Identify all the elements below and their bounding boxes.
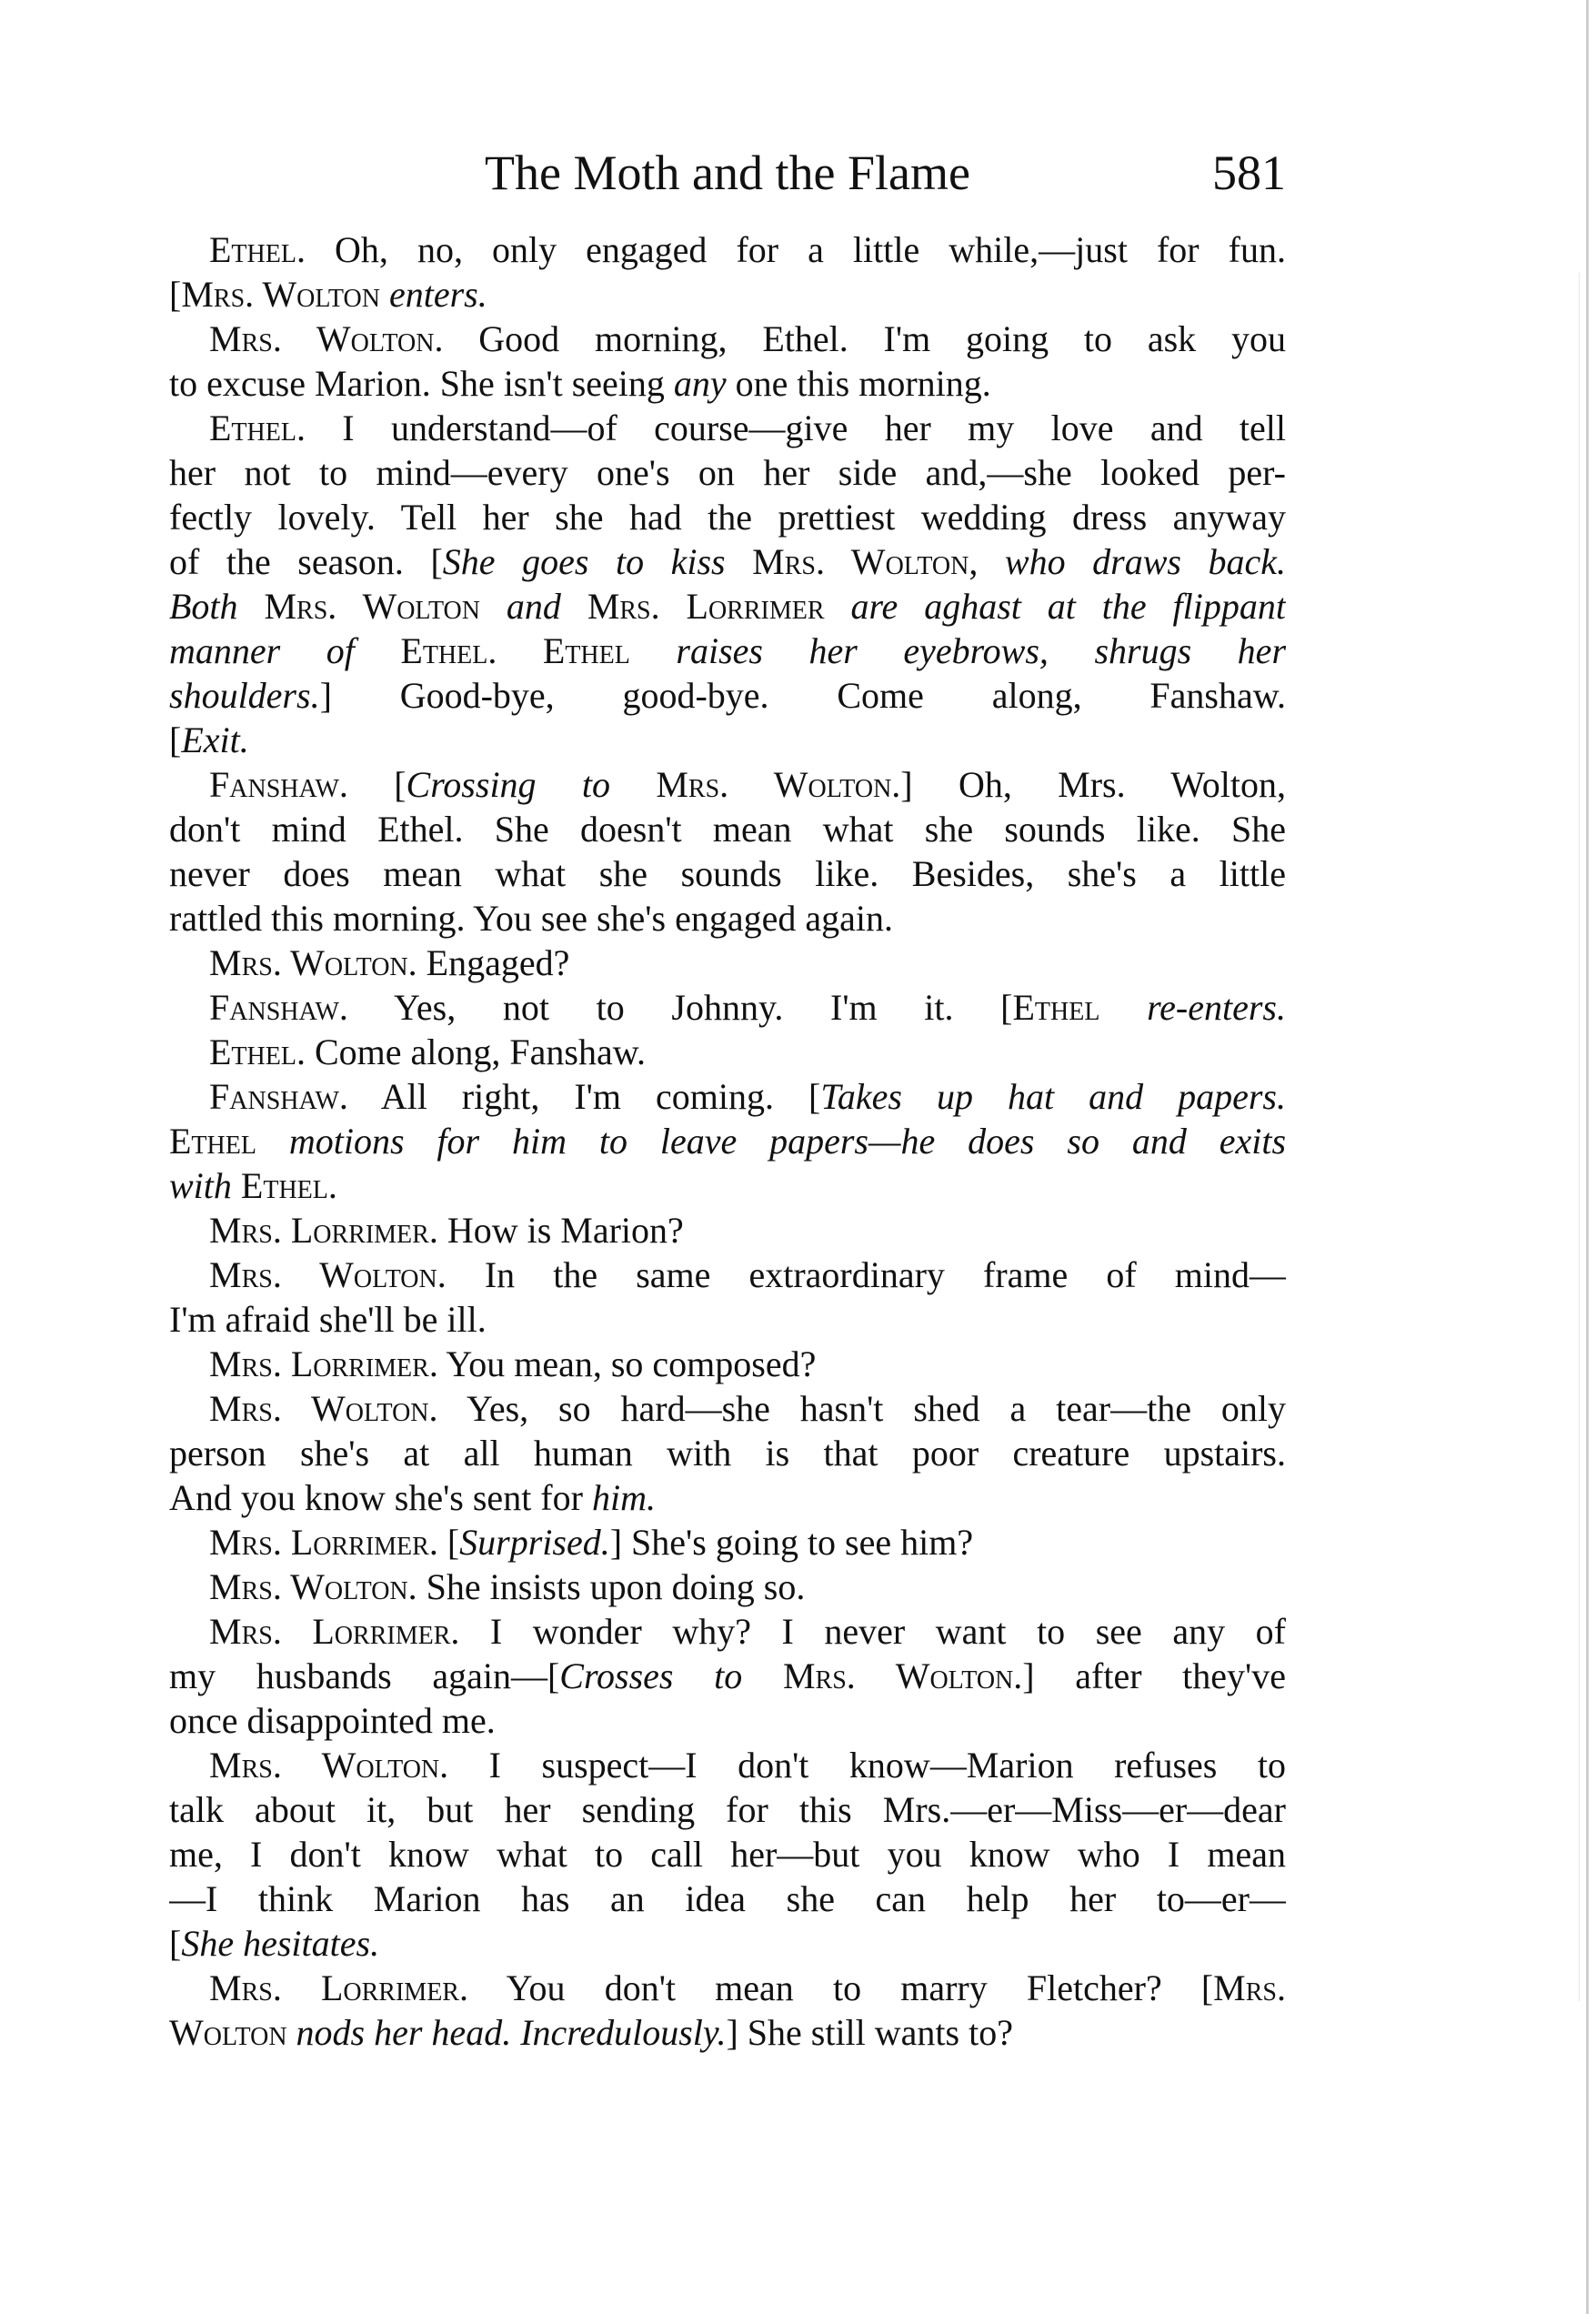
text-line	[169, 1520, 1286, 1564]
dialogue: to excuse Marion. She isn't seeing	[169, 363, 674, 404]
text-line	[169, 1208, 1286, 1253]
character-name: Mrs. Wolton	[752, 541, 969, 582]
text-line	[169, 227, 1286, 272]
page-edge-shadow-inner	[1579, 273, 1580, 2001]
speaker-name: Mrs. Lorrimer	[209, 1611, 451, 1652]
emphasis: any	[673, 363, 727, 404]
space	[287, 2012, 296, 2053]
speaker-name: Mrs. Wolton	[209, 1388, 429, 1429]
speaker-name: Fanshaw	[209, 1076, 339, 1117]
dialogue: . She insists upon doing so.	[407, 1566, 806, 1607]
dialogue: . [	[338, 764, 407, 805]
text-line	[169, 1654, 1286, 1698]
text-line	[169, 673, 1286, 718]
dialogue: ] She still wants to?	[726, 2012, 1013, 2053]
dialogue: me, I don't know what to call her—but you know who I mean	[169, 1834, 1286, 1875]
space	[726, 541, 753, 582]
speaker-name: Fanshaw	[209, 764, 339, 805]
speaker-name: Mrs. Lorrimer	[209, 1522, 429, 1563]
character-name: Wolton	[169, 2012, 287, 2053]
space	[825, 586, 851, 627]
character-name: Ethel	[169, 1121, 256, 1162]
text-line	[169, 718, 1286, 762]
dialogue: of the season. [	[169, 541, 443, 582]
dialogue: .] Oh, Mrs. Wolton,	[891, 764, 1286, 805]
text-line	[169, 807, 1286, 851]
text-line	[169, 1119, 1286, 1163]
text-line	[169, 1386, 1286, 1431]
bracket: [	[169, 274, 182, 315]
speaker-name: Ethel	[209, 229, 296, 270]
dialogue: . You don't mean to marry Fletcher? [	[458, 1967, 1214, 2008]
text-line	[169, 1832, 1286, 1876]
space	[742, 1655, 783, 1696]
text-line	[169, 361, 1286, 406]
dialogue: —I think Marion has an idea she can help her to—er—	[169, 1878, 1286, 1919]
bracket: [	[169, 719, 182, 760]
text-line	[169, 1787, 1286, 1832]
stage-direction: and	[506, 586, 561, 627]
dialogue: fectly lovely. Tell her she had the prettiest wedding dress anyway	[169, 497, 1286, 538]
speaker-name: Mrs. Wolton	[209, 1566, 408, 1607]
dialogue: one this morning.	[726, 363, 991, 404]
dialogue: . I understand—of course—give her my love and tell	[296, 407, 1286, 448]
emphasis: him.	[591, 1477, 656, 1518]
stage-direction: Crosses to	[559, 1655, 743, 1696]
stage-direction: enters.	[388, 274, 487, 315]
space	[238, 586, 265, 627]
space	[380, 274, 389, 315]
text-line	[169, 1966, 1286, 2010]
text-line	[169, 450, 1286, 495]
space	[355, 630, 401, 671]
dialogue: . I suspect—I don't know—Marion refuses to	[439, 1745, 1286, 1786]
text-line	[169, 1921, 1286, 1966]
dialogue: . Yes, so hard—she hasn't shed a tear—the only	[428, 1388, 1286, 1429]
dialogue: . Come along, Fanshaw.	[296, 1031, 646, 1072]
stage-direction: Surprised.	[459, 1522, 610, 1563]
speaker-name: Mrs. Lorrimer	[209, 1210, 429, 1251]
speaker-name: Ethel	[209, 407, 296, 448]
stage-direction: motions for him to leave papers—he does so and exits	[288, 1121, 1286, 1162]
dialogue: ] Good-bye, good-bye. Come along, Fanshaw.	[319, 675, 1286, 716]
space	[610, 764, 656, 805]
dialogue: . Good morning, Ethel. I'm going to ask you	[434, 318, 1286, 359]
page-number: 581	[1212, 146, 1286, 200]
stage-direction: She goes to kiss	[442, 541, 726, 582]
character-name: Mrs. Wolton	[264, 586, 480, 627]
character-name: Mrs. Wolton	[656, 764, 892, 805]
text-line	[169, 1030, 1286, 1074]
speaker-name: Mrs. Lorrimer	[209, 1967, 459, 2008]
text-line	[169, 584, 1286, 629]
text-line	[169, 851, 1286, 896]
text-line	[169, 762, 1286, 807]
text-line	[169, 1431, 1286, 1475]
text-line	[169, 985, 1286, 1030]
text-line	[169, 272, 1286, 317]
stage-direction: nods her head. Incredulously.	[296, 2012, 727, 2053]
character-name: Mrs. Wolton	[782, 1655, 1014, 1696]
punctuation: ,	[969, 541, 1005, 582]
stage-direction: re-enters.	[1147, 987, 1286, 1028]
dialogue: once disappointed me.	[169, 1700, 496, 1741]
character-name: Mrs. Lorrimer	[587, 586, 825, 627]
character-name: Ethel	[240, 1165, 328, 1206]
stage-direction: Exit.	[181, 719, 249, 760]
text-line	[169, 1342, 1286, 1386]
dialogue: . Yes, not to Johnny. I'm it. [	[338, 987, 1013, 1028]
text-line	[169, 1876, 1286, 1921]
text-line	[169, 1564, 1286, 1609]
text-line	[169, 317, 1286, 361]
dialogue: . I wonder why? I never want to see any of	[450, 1611, 1286, 1652]
dialogue: rattled this morning. You see she's engaged again.	[169, 898, 893, 939]
dialogue: ] She's going to see him?	[609, 1522, 974, 1563]
stage-direction: shoulders.	[169, 675, 320, 716]
bracket: [	[169, 1923, 182, 1964]
dialogue: her not to mind—every one's on her side and,—she looked per-	[169, 452, 1286, 493]
stage-direction: who draws back.	[1004, 541, 1286, 582]
text-line	[169, 1743, 1286, 1787]
stage-direction: Takes up hat and papers.	[820, 1076, 1286, 1117]
text-line	[169, 1698, 1286, 1743]
text-line	[169, 1074, 1286, 1119]
page-header	[169, 136, 1286, 209]
speaker-name: Mrs. Wolton	[209, 942, 408, 983]
stage-direction: Crossing to	[406, 764, 610, 805]
speaker-name: Fanshaw	[209, 987, 339, 1028]
speaker-name: Mrs. Lorrimer	[209, 1343, 429, 1384]
text-line	[169, 1475, 1286, 1520]
speaker-name: Ethel	[209, 1031, 296, 1072]
dialogue: don't mind Ethel. She doesn't mean what she sounds like. She	[169, 809, 1286, 850]
speaker-name: Mrs. Wolton	[209, 1254, 437, 1295]
stage-direction: Both	[169, 586, 238, 627]
text-line	[169, 406, 1286, 450]
text-line	[169, 1253, 1286, 1297]
dialogue: . You mean, so composed?	[428, 1343, 817, 1384]
stage-direction: manner of	[169, 630, 355, 671]
punctuation: .	[327, 1165, 337, 1206]
dialogue: . [	[428, 1522, 460, 1563]
dialogue: never does mean what she sounds like. Besides, she's a little	[169, 853, 1286, 894]
stage-direction: with	[169, 1165, 232, 1206]
stage-direction: are aghast at the flippant	[850, 586, 1286, 627]
stage-direction: She hesitates.	[181, 1923, 380, 1964]
play-text	[169, 227, 1286, 2055]
dialogue: I'm afraid she'll be ill.	[169, 1299, 487, 1340]
dialogue: . Oh, no, only engaged for a little while,—just for fun.	[296, 229, 1286, 270]
page-edge-shadow	[1586, 0, 1589, 2314]
dialogue: . In the same extraordinary frame of mind—	[437, 1254, 1286, 1295]
dialogue: .] after they've	[1013, 1655, 1286, 1696]
text-line	[169, 495, 1286, 539]
character-name: Ethel	[542, 630, 630, 671]
space	[1099, 987, 1147, 1028]
dialogue: . All right, I'm coming. [	[338, 1076, 821, 1117]
character-name: Ethel	[400, 630, 488, 671]
space	[561, 586, 587, 627]
character-name: Mrs. Wolton	[181, 274, 380, 315]
speaker-name: Mrs. Wolton	[209, 1745, 440, 1786]
text-line	[169, 1163, 1286, 1208]
character-name: Mrs.	[1213, 1967, 1286, 2008]
space	[480, 586, 507, 627]
dialogue: . Engaged?	[407, 942, 570, 983]
space	[256, 1121, 289, 1162]
running-title: The Moth and the Flame	[485, 146, 970, 200]
text-line	[169, 2010, 1286, 2055]
dialogue: my husbands again—[	[169, 1655, 560, 1696]
character-name: Ethel	[1012, 987, 1100, 1028]
space	[630, 630, 677, 671]
text-line	[169, 1297, 1286, 1342]
dialogue: person she's at all human with is that poor creature upstairs.	[169, 1433, 1286, 1474]
space	[232, 1165, 241, 1206]
stage-direction: raises her eyebrows, shrugs her	[676, 630, 1286, 671]
dialogue: . How is Marion?	[428, 1210, 684, 1251]
speaker-name: Mrs. Wolton	[209, 318, 435, 359]
text-line	[169, 1609, 1286, 1654]
text-line	[169, 896, 1286, 941]
text-line	[169, 629, 1286, 673]
dialogue: And you know she's sent for	[169, 1477, 592, 1518]
text-line	[169, 941, 1286, 985]
dialogue: talk about it, but her sending for this Mrs.—er—Miss—er—dear	[169, 1789, 1286, 1830]
punctuation: .	[487, 630, 543, 671]
text-line	[169, 539, 1286, 584]
